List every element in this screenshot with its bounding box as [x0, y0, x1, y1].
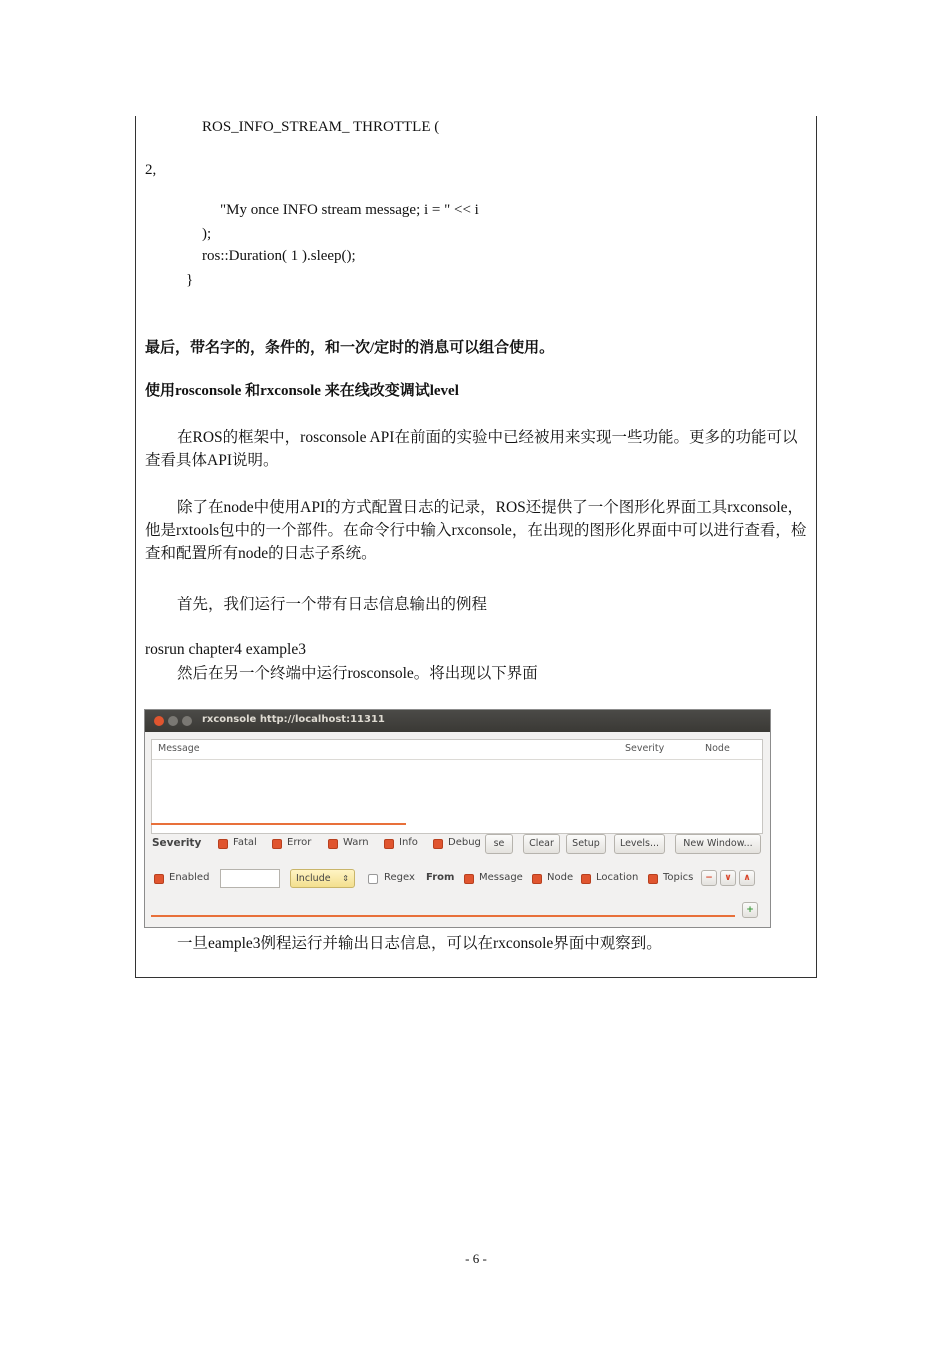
- debug-label: Debug: [448, 837, 481, 848]
- section-heading: 使用rosconsole 和rxconsole 来在线改变调试level: [145, 383, 459, 399]
- include-select-value: Include: [296, 873, 331, 884]
- message-label: Message: [479, 872, 523, 883]
- filter-text-input[interactable]: [220, 869, 280, 888]
- splitter-handle[interactable]: [151, 823, 406, 825]
- close-icon[interactable]: [154, 716, 164, 726]
- fatal-label: Fatal: [233, 837, 257, 848]
- error-label: Error: [287, 837, 312, 848]
- warn-checkbox[interactable]: [328, 839, 338, 849]
- filter-divider: [151, 915, 735, 917]
- paragraph: 在ROS的框架中，rosconsole API在前面的实验中已经被用来实现一些功能。更多的功能可以查看具体API说明。: [145, 429, 798, 469]
- paragraph: 一旦eample3例程运行并输出日志信息，可以在rxconsole界面中观察到。: [177, 935, 662, 952]
- window-title: rxconsole http://localhost:11311: [202, 714, 385, 725]
- from-label: From: [426, 872, 455, 883]
- message-table[interactable]: [151, 739, 763, 834]
- code-line: 2,: [145, 162, 157, 178]
- regex-checkbox[interactable]: [368, 874, 378, 884]
- remove-filter-icon[interactable]: −: [701, 870, 717, 886]
- window-titlebar: [145, 710, 770, 732]
- severity-label: Severity: [152, 837, 202, 849]
- info-label: Info: [399, 837, 418, 848]
- command-line: rosrun chapter4 example3: [145, 641, 306, 658]
- location-checkbox[interactable]: [581, 874, 591, 884]
- enabled-checkbox[interactable]: [154, 874, 164, 884]
- topics-checkbox[interactable]: [648, 874, 658, 884]
- spinner-arrows-icon: ⇕: [342, 874, 349, 883]
- clear-button[interactable]: Clear: [523, 834, 560, 854]
- section-heading: 最后，带名字的，条件的，和一次/定时的消息可以组合使用。: [145, 340, 555, 356]
- node-checkbox[interactable]: [532, 874, 542, 884]
- rxconsole-screenshot: [144, 709, 771, 928]
- warn-label: Warn: [343, 837, 369, 848]
- setup-button[interactable]: Setup: [566, 834, 606, 854]
- regex-label: Regex: [384, 872, 415, 883]
- node-label: Node: [547, 872, 574, 883]
- include-select[interactable]: [290, 869, 355, 888]
- page-number: - 6 -: [465, 1251, 487, 1266]
- minimize-icon[interactable]: [168, 716, 178, 726]
- code-line: }: [186, 272, 194, 288]
- message-checkbox[interactable]: [464, 874, 474, 884]
- location-label: Location: [596, 872, 639, 883]
- move-down-icon[interactable]: ∨: [720, 870, 736, 886]
- paragraph: 首先，我们运行一个带有日志信息输出的例程: [177, 596, 488, 613]
- add-filter-icon[interactable]: +: [742, 902, 758, 918]
- code-line: );: [202, 226, 212, 242]
- new-window-button[interactable]: New Window...: [675, 834, 761, 854]
- topics-label: Topics: [663, 872, 694, 883]
- debug-checkbox[interactable]: [433, 839, 443, 849]
- paragraph: 然后在另一个终端中运行rosconsole。将出现以下界面: [177, 665, 538, 682]
- enabled-label: Enabled: [169, 872, 210, 883]
- column-header-message[interactable]: Message: [158, 743, 200, 754]
- column-header-severity[interactable]: Severity: [625, 743, 665, 754]
- fatal-checkbox[interactable]: [218, 839, 228, 849]
- levels-button[interactable]: Levels...: [614, 834, 665, 854]
- code-line: ROS_INFO_STREAM_ THROTTLE (: [202, 119, 440, 135]
- code-line: "My once INFO stream message; i = " << i: [220, 202, 479, 218]
- move-up-icon[interactable]: ∧: [739, 870, 755, 886]
- error-checkbox[interactable]: [272, 839, 282, 849]
- code-line: ros::Duration( 1 ).sleep();: [202, 248, 356, 264]
- info-checkbox[interactable]: [384, 839, 394, 849]
- pause-button[interactable]: se: [485, 834, 513, 854]
- maximize-icon[interactable]: [182, 716, 192, 726]
- paragraph: 除了在node中使用API的方式配置日志的记录，ROS还提供了一个图形化界面工具rxconsole，他是rxtools包中的一个部件。在命令行中输入rxconsole，在出现的图形化界面中可以进行查看，检查和配置所有node的日志子系统。: [145, 499, 807, 562]
- header-divider: [152, 759, 762, 760]
- column-header-node[interactable]: Node: [705, 743, 730, 754]
